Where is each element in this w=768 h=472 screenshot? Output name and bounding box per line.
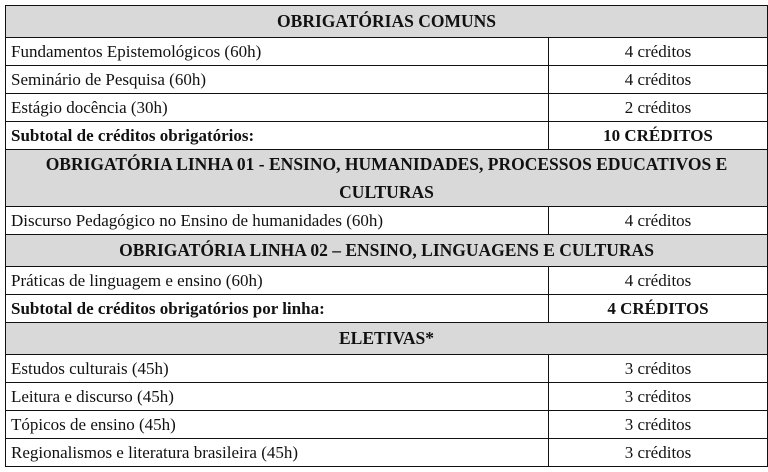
course-name: Discurso Pedagógico no Ensino de humanidades (60h) (6, 207, 549, 235)
table-row (6, 355, 768, 383)
course-credits: 2 créditos (549, 94, 768, 122)
table-row (6, 94, 768, 122)
course-credits: 3 créditos (549, 383, 768, 411)
table-row (6, 439, 768, 467)
section-header-obrigatorias-comuns (6, 6, 768, 38)
course-credits: 4 créditos (549, 267, 768, 295)
course-credits: 3 créditos (549, 355, 768, 383)
course-credits: 3 créditos (549, 439, 768, 467)
section-header-eletivas (6, 323, 768, 355)
subtotal-label: Subtotal de créditos obrigatórios por linha: (6, 295, 549, 323)
curriculum-credits-table (5, 5, 768, 467)
subtotal-row (6, 295, 768, 323)
table-row (6, 267, 768, 295)
course-credits: 3 créditos (549, 411, 768, 439)
course-name: Estágio docência (30h) (6, 94, 549, 122)
subtotal-value: 10 CRÉDITOS (549, 122, 768, 150)
section-title: ELETIVAS* (6, 323, 768, 355)
section-title: OBRIGATÓRIA LINHA 01 - ENSINO, HUMANIDADES, PROCESSOS EDUCATIVOS E CULTURAS (6, 150, 768, 207)
subtotal-row (6, 122, 768, 150)
course-name: Tópicos de ensino (45h) (6, 411, 549, 439)
section-title: OBRIGATÓRIA LINHA 02 – ENSINO, LINGUAGENS E CULTURAS (6, 235, 768, 267)
course-name: Seminário de Pesquisa (60h) (6, 66, 549, 94)
section-header-linha-02 (6, 235, 768, 267)
course-name: Fundamentos Epistemológicos (60h) (6, 38, 549, 66)
table-row (6, 411, 768, 439)
subtotal-value: 4 CRÉDITOS (549, 295, 768, 323)
table-row (6, 207, 768, 235)
section-title: OBRIGATÓRIAS COMUNS (6, 6, 768, 38)
course-credits: 4 créditos (549, 38, 768, 66)
course-credits: 4 créditos (549, 66, 768, 94)
subtotal-label: Subtotal de créditos obrigatórios: (6, 122, 549, 150)
course-name: Regionalismos e literatura brasileira (45h) (6, 439, 549, 467)
course-credits: 4 créditos (549, 207, 768, 235)
course-name: Práticas de linguagem e ensino (60h) (6, 267, 549, 295)
table-row (6, 66, 768, 94)
course-name: Leitura e discurso (45h) (6, 383, 549, 411)
section-header-linha-01 (6, 150, 768, 207)
table-row (6, 383, 768, 411)
course-name: Estudos culturais (45h) (6, 355, 549, 383)
table-row (6, 38, 768, 66)
